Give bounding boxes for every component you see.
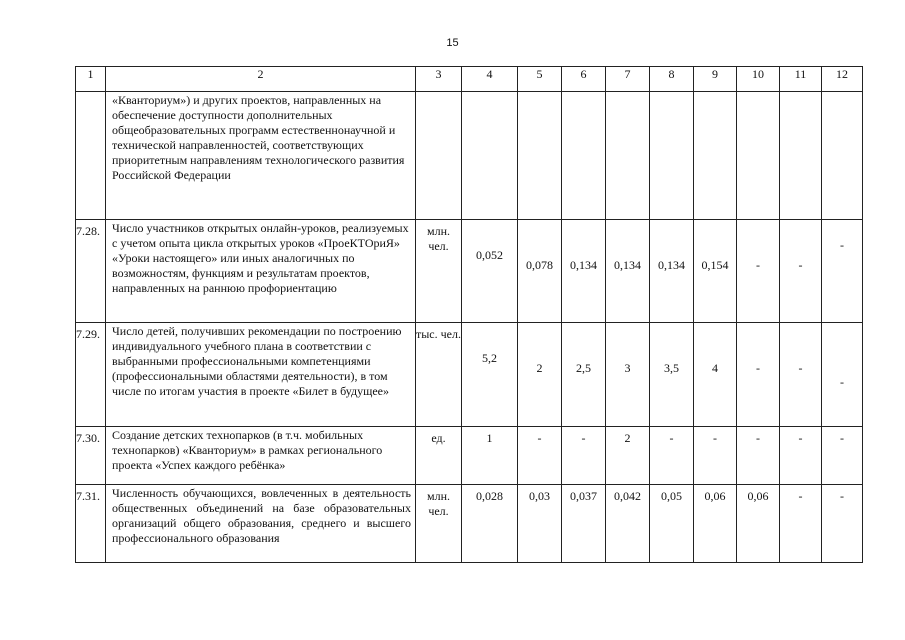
row-value: 0,028 (462, 485, 518, 563)
table-row (76, 427, 863, 485)
table-row (76, 220, 863, 323)
row-value: 0,154 (694, 220, 737, 323)
row-value (780, 92, 822, 220)
row-value: 0,06 (694, 485, 737, 563)
table-row (76, 485, 863, 563)
row-value: - (822, 220, 863, 323)
row-description: Создание детских технопарков (в т.ч. мобильных технопарков) «Кванториум» в рамках регионального проекта «Успех каждого ребёнка» (106, 427, 416, 485)
row-value (737, 92, 780, 220)
row-value (694, 92, 737, 220)
table-row (76, 323, 863, 427)
row-description: Число участников открытых онлайн-уроков, реализуемых с учетом опыта цикла открытых уроков «ПроеКТОриЯ» «Уроки настоящего» или иных аналогичных по возможностям, функциям и результатам проектов, направленных на раннюю профориентацию (106, 220, 416, 323)
row-number (76, 92, 106, 220)
column-header: 1 (76, 67, 106, 92)
row-value: - (518, 427, 562, 485)
row-number: 7.29. (76, 323, 106, 427)
row-value (562, 92, 606, 220)
row-number: 7.28. (76, 220, 106, 323)
row-value: 5,2 (462, 323, 518, 427)
row-value: - (694, 427, 737, 485)
row-value: - (737, 427, 780, 485)
page-number: 15 (446, 37, 459, 49)
row-value: 3 (606, 323, 650, 427)
column-header: 8 (650, 67, 694, 92)
row-value: 0,05 (650, 485, 694, 563)
row-value: 3,5 (650, 323, 694, 427)
row-number: 7.31. (76, 485, 106, 563)
column-header: 9 (694, 67, 737, 92)
row-unit: млн. чел. (416, 485, 462, 563)
row-value: 4 (694, 323, 737, 427)
row-value (606, 92, 650, 220)
row-description: «Кванториум») и других проектов, направленных на обеспечение доступности дополнительных общеобразовательных программ естественнонаучной и технической направленностей, соответствующих приоритетным направлениям технологического развития Российской Федерации (106, 92, 416, 220)
row-value: 2 (606, 427, 650, 485)
table-header-row (76, 67, 863, 92)
row-description: Число детей, получивших рекомендации по построению индивидуального учебного плана в соответствии с выбранными профессиональными компетенциями (профессиональными областями деятельности), в том числе по итогам участия в проекте «Билет в будущее» (106, 323, 416, 427)
row-value: 0,052 (462, 220, 518, 323)
row-value: 0,134 (562, 220, 606, 323)
row-value: - (822, 485, 863, 563)
row-unit: ед. (416, 427, 462, 485)
table-row (76, 92, 863, 220)
row-value: 1 (462, 427, 518, 485)
row-value: 0,134 (606, 220, 650, 323)
row-value (462, 92, 518, 220)
row-value (518, 92, 562, 220)
column-header: 3 (416, 67, 462, 92)
row-value: - (822, 427, 863, 485)
column-header: 12 (822, 67, 863, 92)
row-value: - (562, 427, 606, 485)
row-value: 2,5 (562, 323, 606, 427)
column-header: 11 (780, 67, 822, 92)
row-value (650, 92, 694, 220)
row-value: 0,03 (518, 485, 562, 563)
row-value: - (822, 323, 863, 427)
row-value: 0,06 (737, 485, 780, 563)
column-header: 10 (737, 67, 780, 92)
row-value: 0,134 (650, 220, 694, 323)
row-value: - (780, 220, 822, 323)
row-value: 0,037 (562, 485, 606, 563)
row-value: - (650, 427, 694, 485)
column-header: 4 (462, 67, 518, 92)
indicator-table (75, 66, 863, 563)
column-header: 6 (562, 67, 606, 92)
row-value: 2 (518, 323, 562, 427)
row-number: 7.30. (76, 427, 106, 485)
row-value: - (780, 485, 822, 563)
row-value: 0,078 (518, 220, 562, 323)
column-header: 5 (518, 67, 562, 92)
row-description: Численность обучающихся, вовлеченных в деятельность общественных объединений на базе образовательных организаций общего образования, среднего и высшего профессионального образования (106, 485, 416, 563)
row-value: - (780, 427, 822, 485)
row-value: - (737, 220, 780, 323)
row-value: - (737, 323, 780, 427)
row-value (822, 92, 863, 220)
column-header: 2 (106, 67, 416, 92)
row-unit (416, 92, 462, 220)
column-header: 7 (606, 67, 650, 92)
row-unit: тыс. чел. (416, 323, 462, 427)
row-unit: млн. чел. (416, 220, 462, 323)
row-value: - (780, 323, 822, 427)
row-value: 0,042 (606, 485, 650, 563)
